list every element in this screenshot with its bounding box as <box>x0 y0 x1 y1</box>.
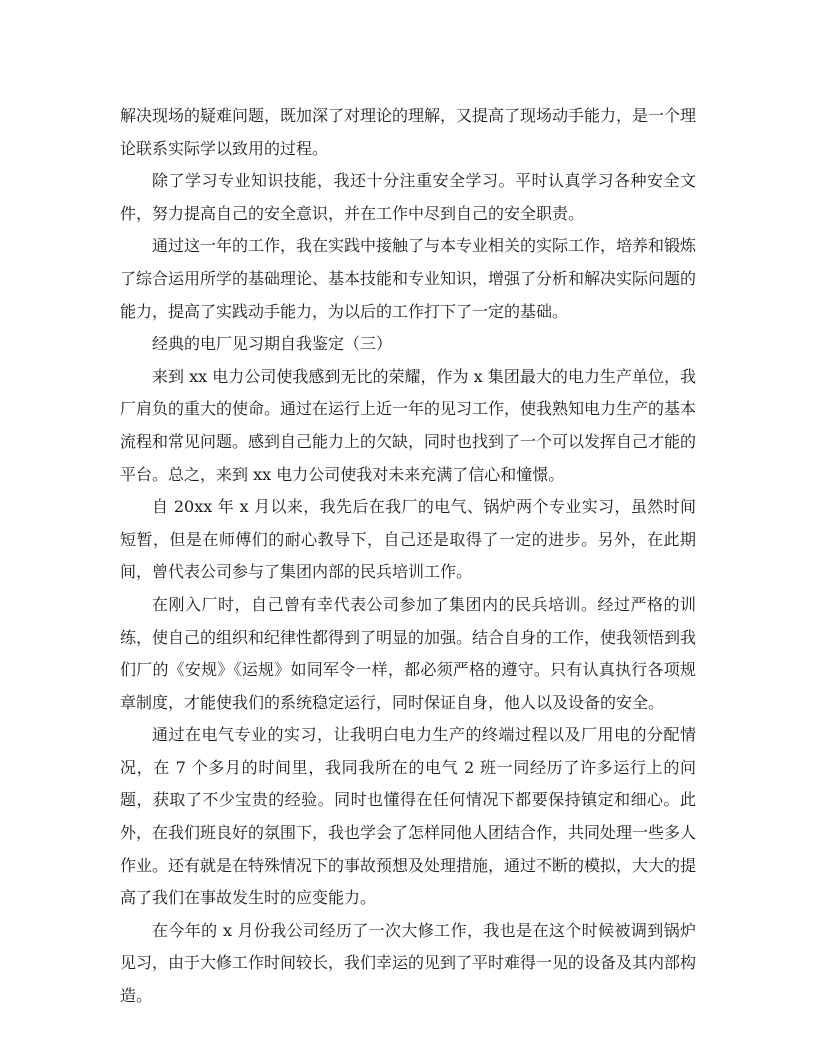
paragraph-overhaul: 在今年的 x 月份我公司经历了一次大修工作，我也是在这个时候被调到锅炉见习，由于大修工作时间较长，我们幸运的见到了平时难得一见的设备及其内部构造。 <box>120 920 697 1006</box>
paragraph-arrival: 来到 xx 电力公司使我感到无比的荣耀，作为 x 集团最大的电力生产单位，我厂肩负的重大的使命。通过在运行上近一年的见习工作，使我熟知电力生产的基本流程和常见问题。感到自己能力上的欠缺，同时也找到了一个可以发挥自己才能的平台。总之，来到 xx 电力公司使我对未来充满了信心和憧憬。 <box>120 366 697 484</box>
paragraph-militia-training: 在刚入厂时，自己曾有幸代表公司参加了集团内的民兵培训。经过严格的训练，使自己的组织和纪律性都得到了明显的加强。结合自身的工作，使我领悟到我们厂的《安规》《运规》如同军令一样，都必须严格的遵守。只有认真执行各项规章制度，才能使我们的系统稳定运行，同时保证自身，他人以及设备的安全。 <box>120 594 697 712</box>
paragraph-electrical-practice: 通过在电气专业的实习，让我明白电力生产的终端过程以及厂用电的分配情况，在 7 个多月的时间里，我同我所在的电气 2 班一同经历了许多运行上的问题，获取了不少宝贵的经验。同时也懂得在任何情况下都要保持镇定和细心。此外，在我们班良好的氛围下，我也学会了怎样同他人团结合作，共同处理一些多人作业。还有就是在特殊情况下的事故预想及处理措施，通过不断的模拟，大大的提高了我们在事故发生时的应变能力。 <box>120 725 697 908</box>
section-heading: 经典的电厂见习期自我鉴定（三） <box>152 334 393 354</box>
paragraph-continuation: 解决现场的疑难问题，既加深了对理论的理解，又提高了现场动手能力，是一个理论联系实际学以致用的过程。 <box>120 106 697 158</box>
paragraph-year-summary: 通过这一年的工作，我在实践中接触了与本专业相关的实际工作，培养和锻炼了综合运用所学的基础理论、基本技能和专业知识，增强了分析和解决实际问题的能力，提高了实践动手能力，为以后的工作打下了一定的基础。 <box>120 236 697 321</box>
document-body <box>120 100 696 1013</box>
paragraph-safety-study: 除了学习专业知识技能，我还十分注重安全学习。平时认真学习各种安全文件，努力提高自己的安全意识，并在工作中尽到自己的安全职责。 <box>120 171 696 223</box>
paragraph-internship-start: 自 20xx 年 x 月以来，我先后在我厂的电气、锅炉两个专业实习，虽然时间短暂，但是在师傅们的耐心教导下，自己还是取得了一定的进步。另外，在此期间，曾代表公司参与了集团内部的民兵培训工作。 <box>120 497 696 582</box>
